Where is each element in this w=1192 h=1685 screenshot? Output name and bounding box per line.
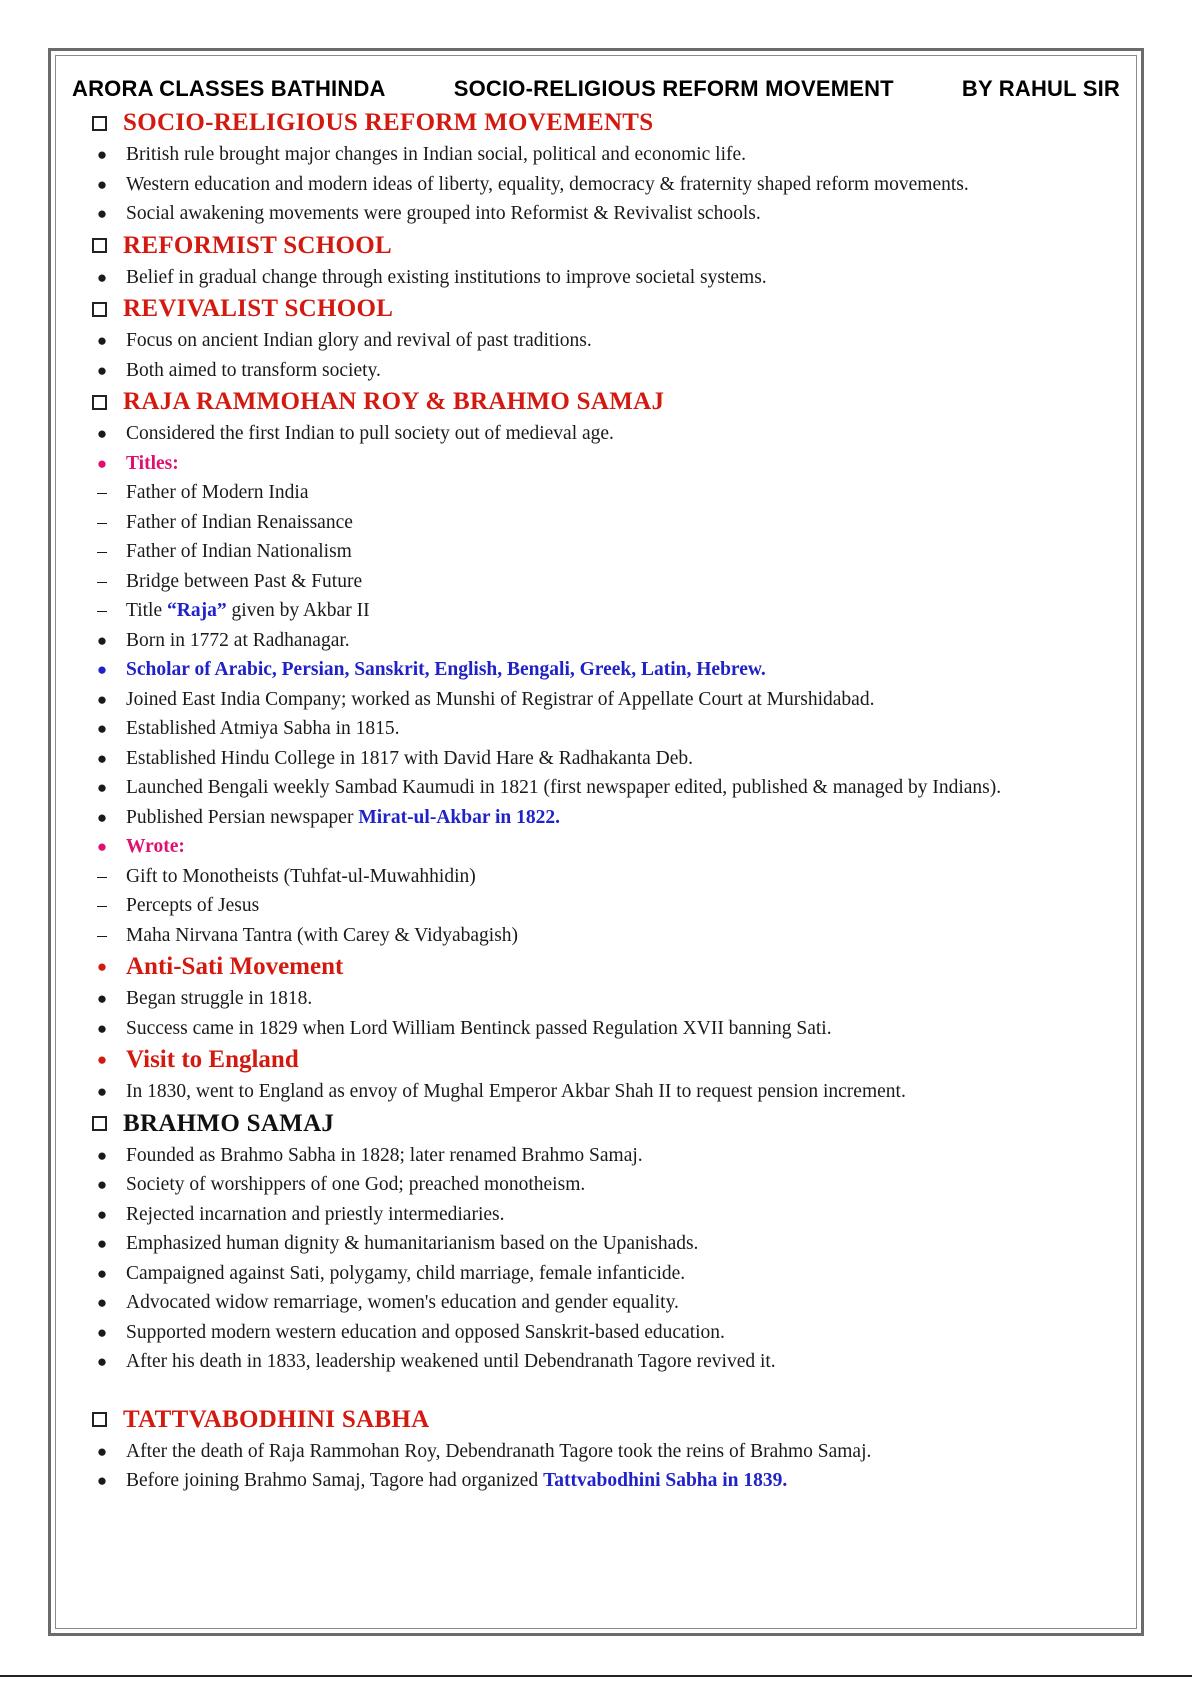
bullet-icon: ● bbox=[96, 719, 108, 738]
heading-text: Anti-Sati Movement bbox=[126, 953, 344, 980]
checkbox-icon bbox=[92, 1412, 107, 1427]
dash-icon: – bbox=[97, 570, 107, 592]
bullet-icon: ● bbox=[96, 1082, 108, 1101]
highlight-text: Mirat-ul-Akbar in 1822. bbox=[358, 806, 561, 828]
item-text: Social awakening movements were grouped into Reformist & Revivalist schools. bbox=[126, 203, 761, 224]
item-text: Established Hindu College in 1817 with David Hare & Radhakanta Deb. bbox=[126, 747, 694, 769]
list-item bbox=[72, 626, 1120, 656]
item-text: Belief in gradual change through existing institutions to improve societal systems. bbox=[126, 266, 767, 288]
bullet-icon: ● bbox=[96, 660, 108, 679]
bullet-icon: ● bbox=[96, 1322, 108, 1342]
document-content bbox=[72, 72, 1120, 1496]
bullet-icon: ● bbox=[96, 630, 108, 650]
item-text: Published Persian newspaper bbox=[126, 806, 359, 828]
bullet-icon: ● bbox=[96, 1471, 108, 1490]
list-item bbox=[72, 1259, 1120, 1289]
list-item bbox=[72, 1200, 1120, 1230]
list-item bbox=[72, 567, 1120, 597]
bullet-icon: ● bbox=[96, 174, 108, 194]
item-text: In 1830, went to England as envoy of Mughal Emperor Akbar Shah II to request pension increment. bbox=[126, 1081, 906, 1102]
list-item bbox=[72, 891, 1120, 921]
item-text: Joined East India Company; worked as Munshi of Registrar of Appellate Court at Murshidabad. bbox=[126, 688, 875, 710]
item-text: Founded as Brahmo Sabha in 1828; later renamed Brahmo Samaj. bbox=[126, 1144, 643, 1166]
bullet-icon: ● bbox=[96, 1352, 108, 1371]
item-text: Father of Indian Renaissance bbox=[126, 511, 353, 533]
section-heading-socio-religious bbox=[92, 106, 1120, 140]
list-item bbox=[72, 714, 1120, 744]
bullet-icon: ● bbox=[96, 424, 108, 443]
item-text: Began struggle in 1818. bbox=[126, 988, 313, 1009]
list-item bbox=[72, 1466, 1120, 1496]
item-text: After the death of Raja Rammohan Roy, Debendranath Tagore took the reins of Brahmo Samaj. bbox=[126, 1440, 872, 1462]
item-text: Considered the first Indian to pull society out of medieval age. bbox=[126, 423, 614, 444]
spacer bbox=[72, 1377, 1120, 1403]
checkbox-icon bbox=[92, 395, 107, 410]
heading-text: TATTVABODHINI SABHA bbox=[123, 1405, 430, 1433]
bullet-icon: ● bbox=[96, 957, 108, 976]
item-text: Rejected incarnation and priestly intermediaries. bbox=[126, 1203, 505, 1225]
bullet-icon: ● bbox=[96, 689, 108, 709]
list-item bbox=[72, 537, 1120, 567]
dash-icon: – bbox=[97, 482, 107, 503]
section-heading-tattvabodhini bbox=[92, 1403, 1120, 1437]
section-heading-reformist bbox=[92, 229, 1120, 263]
bullet-icon: ● bbox=[96, 837, 108, 856]
item-text: Society of worshippers of one God; preached monotheism. bbox=[126, 1174, 586, 1195]
bullet-icon: ● bbox=[96, 989, 108, 1008]
list-item bbox=[72, 685, 1120, 715]
list-item bbox=[72, 596, 1120, 626]
heading-text: RAJA RAMMOHAN ROY & BRAHMO SAMAJ bbox=[123, 388, 665, 415]
list-item bbox=[72, 984, 1120, 1014]
heading-text: Visit to England bbox=[126, 1046, 299, 1073]
list-item-highlight bbox=[72, 655, 1120, 685]
dash-icon: – bbox=[97, 511, 107, 533]
item-text: Emphasized human dignity & humanitarianism based on the Upanishads. bbox=[126, 1233, 699, 1254]
bullet-icon: ● bbox=[96, 360, 108, 380]
list-item bbox=[72, 744, 1120, 774]
list-item bbox=[72, 478, 1120, 508]
bullet-icon: ● bbox=[96, 1175, 108, 1194]
wrote-label bbox=[72, 832, 1120, 862]
section-heading-revivalist bbox=[92, 292, 1120, 326]
list-item bbox=[72, 803, 1120, 833]
list-item bbox=[72, 199, 1120, 229]
bullet-icon: ● bbox=[96, 807, 108, 827]
list-item bbox=[72, 1170, 1120, 1200]
heading-text: REFORMIST SCHOOL bbox=[123, 231, 392, 259]
item-text: Titles: bbox=[126, 452, 179, 474]
dash-icon: – bbox=[97, 895, 107, 916]
list-item bbox=[72, 326, 1120, 356]
list-item bbox=[72, 1141, 1120, 1171]
item-text: Maha Nirvana Tantra (with Carey & Vidyabagish) bbox=[126, 924, 519, 946]
item-text: Father of Indian Nationalism bbox=[126, 541, 352, 562]
item-text: Gift to Monotheists (Tuhfat-ul-Muwahhidin) bbox=[126, 865, 476, 887]
checkbox-icon bbox=[92, 238, 107, 253]
list-item bbox=[72, 356, 1120, 386]
heading-text: BRAHMO SAMAJ bbox=[123, 1109, 335, 1137]
list-item bbox=[72, 170, 1120, 200]
bullet-icon: ● bbox=[96, 453, 108, 473]
item-text: given by Akbar II bbox=[226, 600, 370, 621]
highlight-text: “Raja” bbox=[167, 600, 227, 621]
header-left: ARORA CLASSES BATHINDA bbox=[72, 76, 386, 101]
bullet-icon: ● bbox=[96, 1145, 108, 1165]
bullet-icon: ● bbox=[96, 1018, 108, 1038]
bullet-icon: ● bbox=[96, 1234, 108, 1253]
dash-icon: – bbox=[97, 600, 107, 621]
titles-label bbox=[72, 449, 1120, 479]
item-text: Title bbox=[126, 600, 168, 621]
bullet-icon: ● bbox=[96, 1263, 108, 1283]
list-item bbox=[72, 773, 1120, 803]
list-item bbox=[72, 508, 1120, 538]
item-text: Campaigned against Sati, polygamy, child marriage, female infanticide. bbox=[126, 1262, 686, 1284]
dash-icon: – bbox=[97, 865, 107, 887]
item-text: Established Atmiya Sabha in 1815. bbox=[126, 718, 400, 739]
item-text: Wrote: bbox=[126, 836, 185, 857]
heading-text: SOCIO-RELIGIOUS REFORM MOVEMENTS bbox=[123, 109, 654, 136]
item-text: Supported modern western education and opposed Sanskrit-based education. bbox=[126, 1321, 725, 1343]
page-header bbox=[72, 72, 1120, 106]
checkbox-icon bbox=[92, 116, 107, 131]
list-item bbox=[72, 419, 1120, 449]
dash-icon: – bbox=[97, 924, 107, 946]
item-text: Launched Bengali weekly Sambad Kaumudi in 1821 (first newspaper edited, published & managed by Indians). bbox=[126, 777, 1002, 798]
bullet-icon: ● bbox=[96, 267, 108, 287]
item-text: British rule brought major changes in Indian social, political and economic life. bbox=[126, 144, 747, 165]
bullet-icon: ● bbox=[96, 1050, 108, 1069]
item-text: Scholar of Arabic, Persian, Sanskrit, English, Bengali, Greek, Latin, Hebrew. bbox=[126, 659, 766, 680]
item-text: Advocated widow remarriage, women's education and gender equality. bbox=[126, 1292, 679, 1313]
list-item bbox=[72, 1077, 1120, 1107]
highlight-text: Tattvabodhini Sabha in 1839. bbox=[543, 1470, 788, 1491]
list-item bbox=[72, 862, 1120, 892]
section-heading-brahmo-samaj bbox=[92, 1107, 1120, 1141]
bullet-icon: ● bbox=[96, 778, 108, 797]
item-text: Western education and modern ideas of liberty, equality, democracy & fraternity shaped reform movements. bbox=[126, 173, 969, 195]
section-heading-rammohan bbox=[92, 385, 1120, 419]
subheading-visit-england bbox=[92, 1043, 1120, 1077]
heading-text: REVIVALIST SCHOOL bbox=[123, 295, 394, 322]
page-bottom-rule bbox=[0, 1675, 1192, 1677]
item-text: Percepts of Jesus bbox=[126, 895, 260, 916]
bullet-icon: ● bbox=[96, 145, 108, 164]
header-center: SOCIO-RELIGIOUS REFORM MOVEMENT bbox=[453, 76, 894, 101]
list-item bbox=[72, 1318, 1120, 1348]
bullet-icon: ● bbox=[96, 331, 108, 350]
bullet-icon: ● bbox=[96, 1293, 108, 1312]
dash-icon: – bbox=[97, 541, 107, 562]
checkbox-icon bbox=[92, 1116, 107, 1131]
list-item bbox=[72, 1347, 1120, 1377]
item-text: After his death in 1833, leadership weakened until Debendranath Tagore revived it. bbox=[126, 1351, 776, 1372]
item-text: Focus on ancient Indian glory and revival of past traditions. bbox=[126, 330, 592, 351]
bullet-icon: ● bbox=[96, 1204, 108, 1224]
list-item bbox=[72, 140, 1120, 170]
bullet-icon: ● bbox=[96, 204, 108, 223]
bullet-icon: ● bbox=[96, 1441, 108, 1461]
bullet-icon: ● bbox=[96, 748, 108, 768]
list-item bbox=[72, 921, 1120, 951]
list-item bbox=[72, 1229, 1120, 1259]
item-text: Bridge between Past & Future bbox=[126, 570, 363, 592]
item-text: Before joining Brahmo Samaj, Tagore had organized bbox=[126, 1470, 544, 1491]
list-item bbox=[72, 1437, 1120, 1467]
list-item bbox=[72, 1014, 1120, 1044]
checkbox-icon bbox=[92, 302, 107, 317]
item-text: Success came in 1829 when Lord William Bentinck passed Regulation XVII banning Sati. bbox=[126, 1017, 832, 1039]
subheading-anti-sati bbox=[92, 950, 1120, 984]
item-text: Born in 1772 at Radhanagar. bbox=[126, 629, 350, 651]
list-item bbox=[72, 1288, 1120, 1318]
item-text: Father of Modern India bbox=[126, 482, 309, 503]
list-item bbox=[72, 263, 1120, 293]
header-right: BY RAHUL SIR bbox=[961, 76, 1120, 101]
item-text: Both aimed to transform society. bbox=[126, 359, 381, 381]
